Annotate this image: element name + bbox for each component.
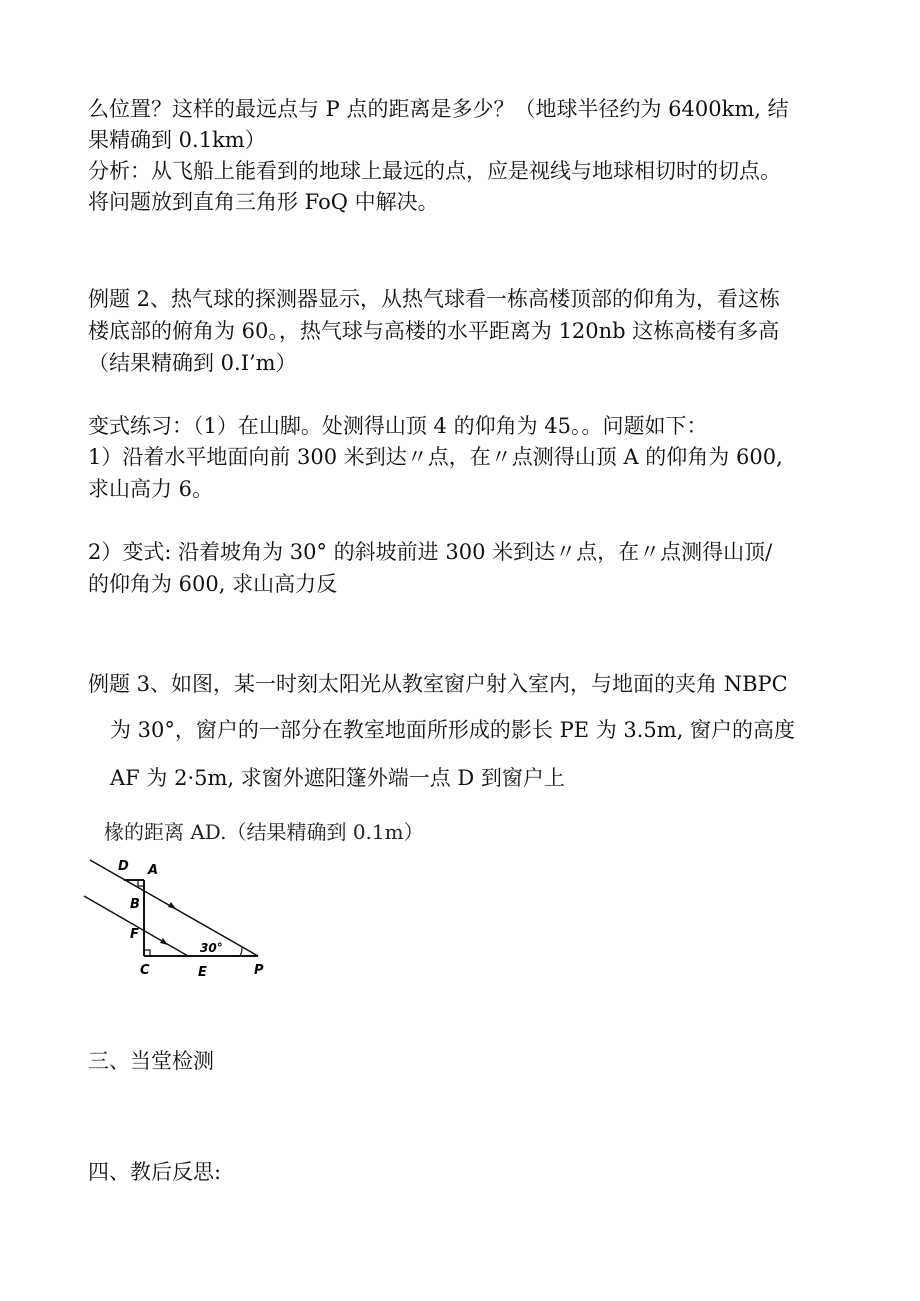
example-3-line-1: 例题 3、如图，某一时刻太阳光从教室窗户射入室内，与地面的夹角 NBPC <box>88 672 788 696</box>
angle-arc <box>240 947 242 956</box>
ray-arrow-upper <box>168 902 176 909</box>
variant-practice-line-3: 求山高力 6。 <box>88 477 214 501</box>
text-line-3: 分析：从飞船上能看到的地球上最远的点，应是视线与地球相切时的切点。 <box>88 159 781 183</box>
text-line-2: 果精确到 0.1km） <box>88 128 266 152</box>
example-2-line-2: 楼底部的俯角为 60。，热气球与高楼的水平距离为 120nb 这栋高楼有多高 <box>88 319 780 343</box>
label-f: F <box>130 927 139 942</box>
example-3-line-4: 椽的距离 AD.（结果精确到 0.1m） <box>104 820 424 844</box>
text-line-4: 将问题放到直角三角形 FoQ 中解决。 <box>88 190 439 214</box>
example-3-line-2: 为 30°，窗户的一部分在教室地面所形成的影长 PE 为 3.5m, 窗户的高度 <box>110 718 796 742</box>
label-a: A <box>148 863 159 878</box>
label-b: B <box>130 897 140 912</box>
ray-arrow-lower <box>160 938 168 945</box>
example-3-line-3: AF 为 2·5m, 求窗外遮阳篷外端一点 D 到窗户上 <box>110 766 565 790</box>
variant-practice-line-1: 变式练习：（1）在山脚。处测得山顶 4 的仰角为 45。。问题如下： <box>88 414 708 438</box>
example-2-line-3: （结果精确到 0.I’m） <box>88 351 297 375</box>
window-sunlight-diagram <box>80 852 280 987</box>
label-p: P <box>254 963 264 978</box>
section-teaching-reflection: 四、教后反思: <box>88 1160 222 1184</box>
variant-2-line-2: 的仰角为 600, 求山高力反 <box>88 572 338 596</box>
section-in-class-test: 三、当堂检测 <box>88 1049 214 1073</box>
variant-2-line-1: 2）变式: 沿着坡角为 30° 的斜坡前进 300 米到达〃点，在〃点测得山顶/ <box>88 540 773 564</box>
label-e: E <box>198 965 207 980</box>
text-line-1: 么位置？这样的最远点与 P 点的距离是多少？（地球半径约为 6400km, 结 <box>88 97 789 121</box>
label-c: C <box>140 963 150 978</box>
label-angle: 30° <box>200 941 223 955</box>
variant-practice-line-2: 1）沿着水平地面向前 300 米到达〃点，在〃点测得山顶 A 的仰角为 600, <box>88 445 783 469</box>
label-d: D <box>118 859 129 874</box>
example-2-line-1: 例题 2、热气球的探测器显示，从热气球看一栋高楼顶部的仰角为，看这栋 <box>88 287 781 311</box>
